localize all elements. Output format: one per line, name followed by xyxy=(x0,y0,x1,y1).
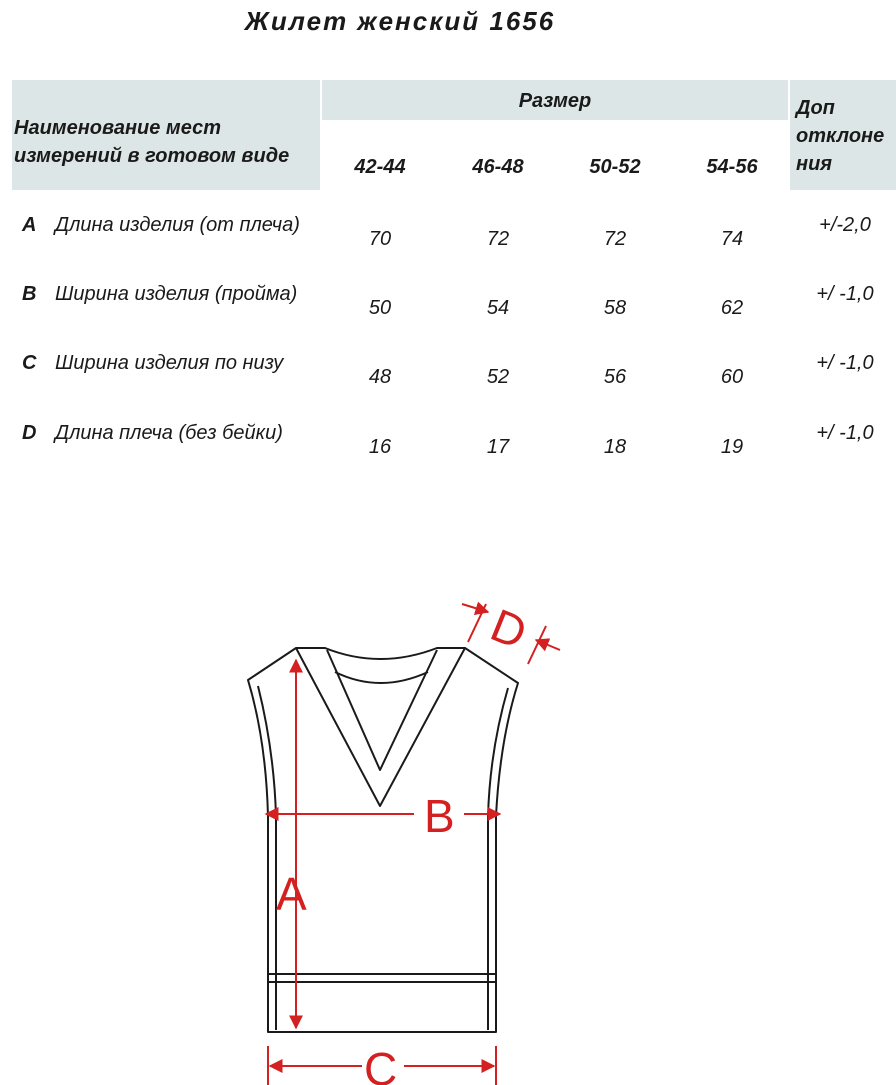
measure-header-line: измерений в готовом виде xyxy=(14,145,290,167)
vest-outline xyxy=(248,648,518,1032)
row-name: Длина плеча (без бейки) xyxy=(55,422,283,444)
measure-header-line: Наименование мест xyxy=(14,117,221,139)
table-cell: 56 xyxy=(603,366,627,388)
tolerance-cell: +/ -1,0 xyxy=(816,422,874,444)
table-cell: 54 xyxy=(486,297,510,319)
row-name: Ширина изделия по низу xyxy=(55,352,284,374)
row-letter: B xyxy=(22,283,37,305)
table-cell: 16 xyxy=(368,436,392,458)
size-column-header: 42-44 xyxy=(354,156,406,178)
label-d: D xyxy=(483,598,535,660)
label-b: B xyxy=(424,790,455,842)
row-name: Длина изделия (от плеча) xyxy=(55,214,300,236)
label-a: A xyxy=(276,868,307,920)
row-letter: C xyxy=(22,352,37,374)
table-cell: 72 xyxy=(603,228,627,250)
row-letter: D xyxy=(22,422,37,444)
size-column-header: 46-48 xyxy=(472,156,524,178)
size-column-header: 54-56 xyxy=(706,156,758,178)
table-cell: 72 xyxy=(486,228,510,250)
table-cell: 60 xyxy=(720,366,744,388)
label-c: C xyxy=(364,1043,398,1085)
tolerance-header-line: отклоне xyxy=(796,125,885,147)
row-letter: A xyxy=(22,214,37,236)
size-column-header: 50-52 xyxy=(589,156,641,178)
page-title: Жилет женский 1656 xyxy=(244,6,556,36)
row-name: Ширина изделия (пройма) xyxy=(55,283,298,305)
table-cell: 18 xyxy=(603,436,627,458)
table-cell: 70 xyxy=(368,228,392,250)
tolerance-cell: +/-2,0 xyxy=(819,214,871,236)
table-cell: 17 xyxy=(486,436,510,458)
size-header: Размер xyxy=(518,90,592,112)
table-cell: 58 xyxy=(603,297,627,319)
table-cell: 52 xyxy=(486,366,510,388)
table-cell: 74 xyxy=(720,228,744,250)
table-cell: 62 xyxy=(720,297,744,319)
table-cell: 19 xyxy=(720,436,744,458)
table-cell: 48 xyxy=(368,366,392,388)
tolerance-header-line: ния xyxy=(796,153,833,175)
tolerance-header-line: Доп xyxy=(796,97,835,119)
tolerance-cell: +/ -1,0 xyxy=(816,352,874,374)
tolerance-cell: +/ -1,0 xyxy=(816,283,874,305)
table-cell: 50 xyxy=(368,297,392,319)
